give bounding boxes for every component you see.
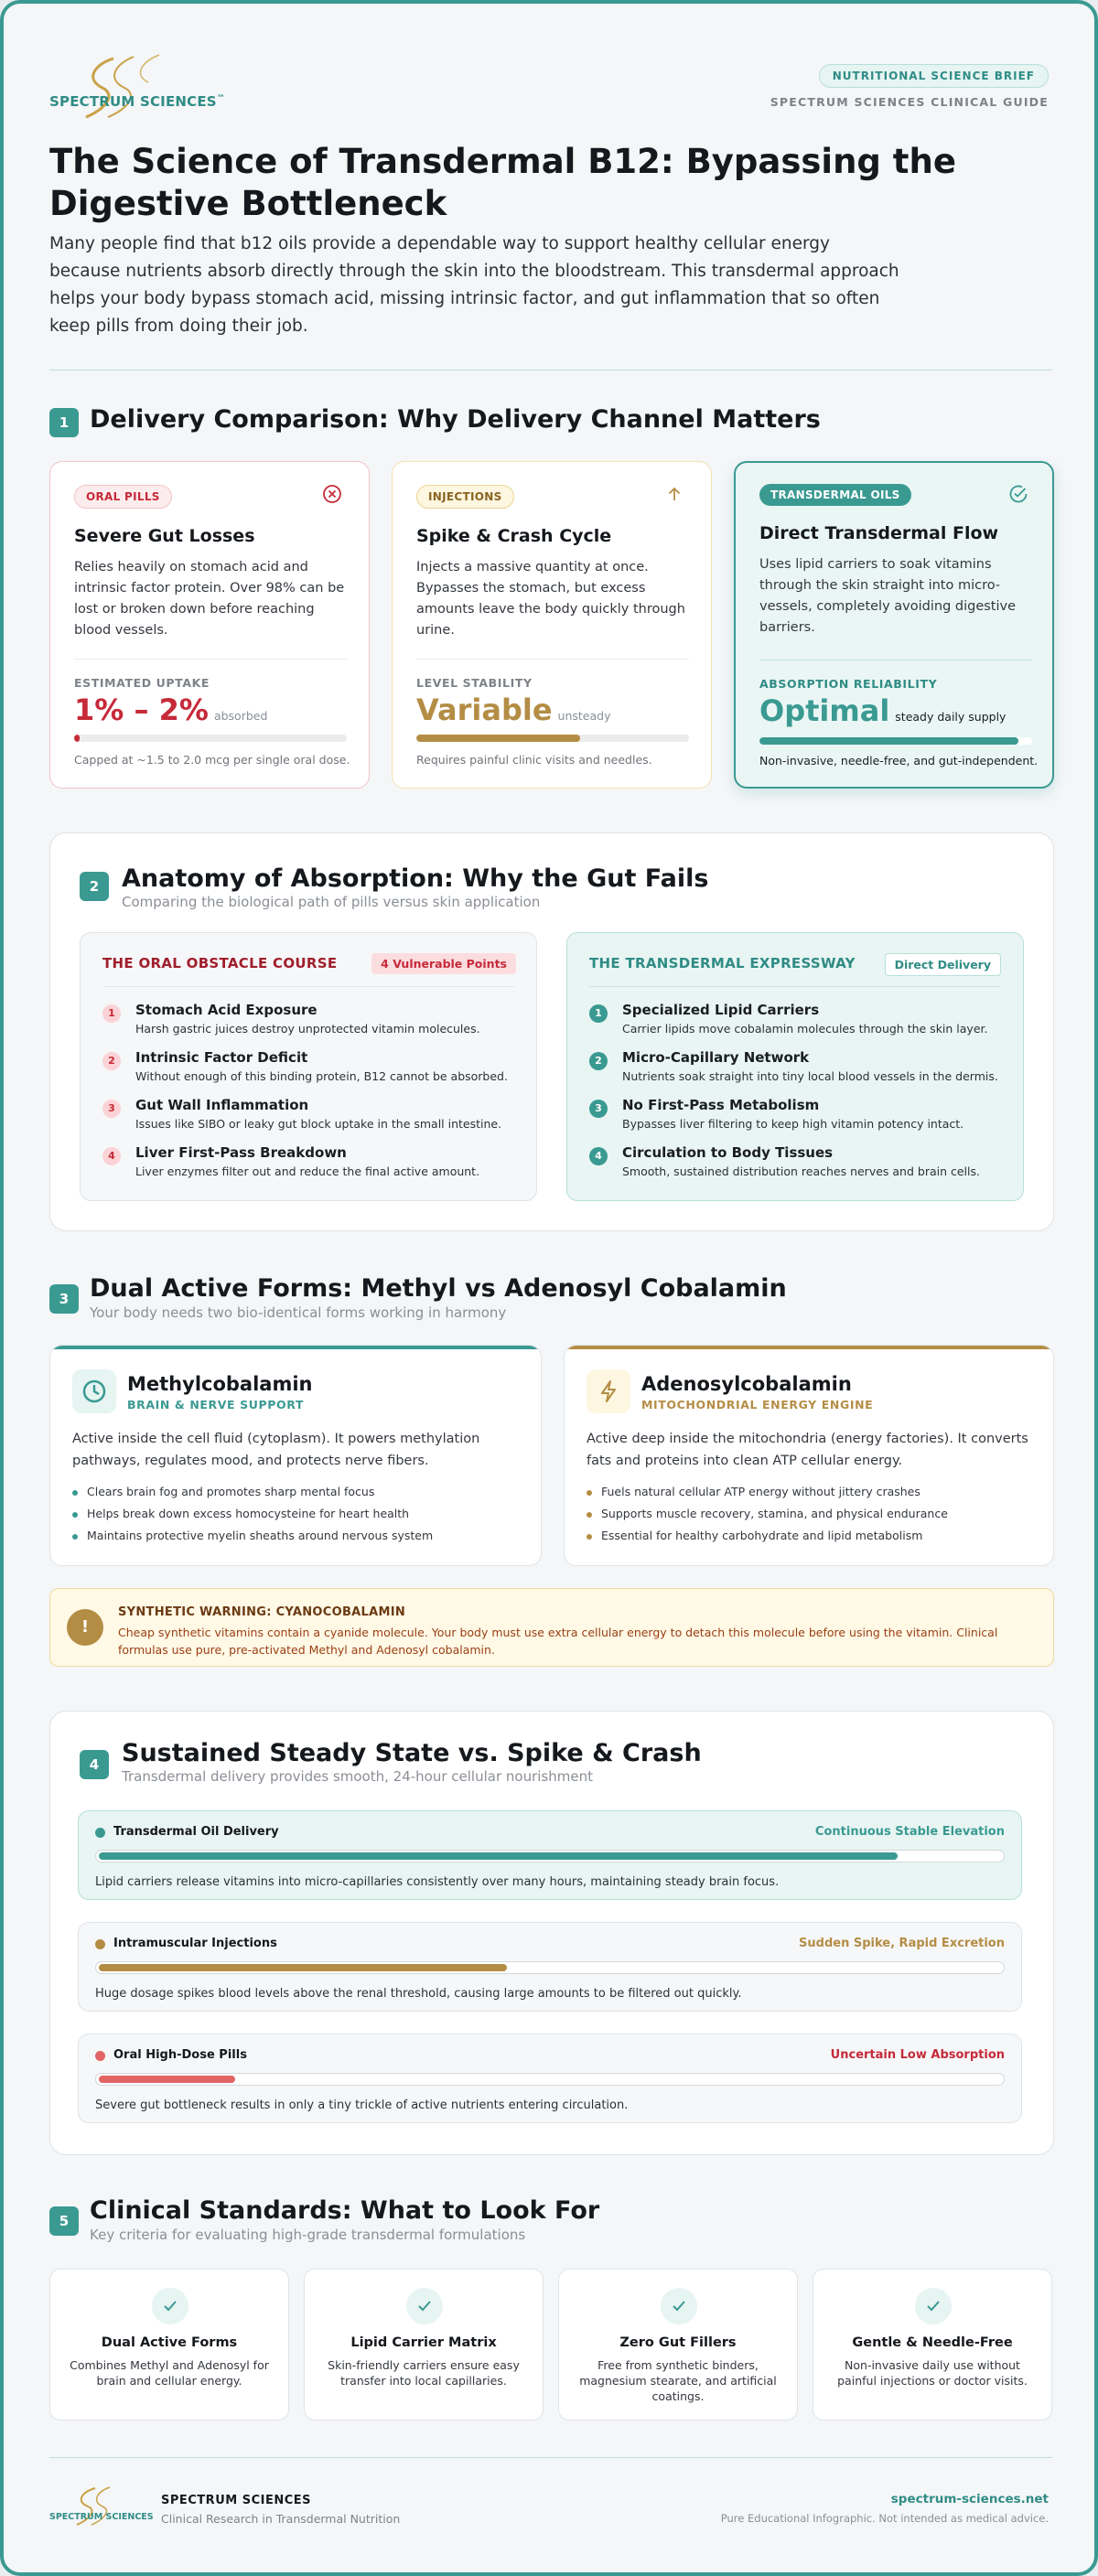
warning-text: Cheap synthetic vitamins contain a cyanide molecule. Your body must use extra cellular energy to detach this molecule before using the vitamin. Clinical formulas use pure, pre-activated Methyl and Adenosyl cobalamin. [118,1626,998,1657]
card-title: Spike & Crash Cycle [416,526,612,546]
oral-meter [78,2034,1022,2123]
footer-disclaimer: Pure Educational Infographic. Not intended as medical advice. [720,2512,1049,2525]
card-description: Relies heavily on stomach acid and intrinsic factor protein. Over 98% can be lost or broken down before reaching blood vessels. [74,560,345,638]
list-item: Essential for healthy carbohydrate and lipid metabolism [587,1525,948,1547]
reliability-bar [759,737,1032,745]
step-description: Harsh gastric juices destroy unprotected vitamin molecules. [135,1022,480,1036]
footer-logo-text: SPECTRUM SCIENCES [49,2512,154,2522]
list-item: Supports muscle recovery, stamina, and physical endurance [587,1503,948,1525]
step-title: Liver First-Pass Breakdown [135,1144,347,1161]
step-description: Without enough of this binding protein, B12 cannot be absorbed. [135,1069,508,1083]
standard-title: Dual Active Forms [101,2335,238,2350]
card-divider [74,659,347,660]
card-title: Severe Gut Losses [74,526,255,546]
stability-bar [416,735,689,742]
section-title: Sustained Steady State vs. Spike & Crash [122,1739,702,1767]
step-description: Bypasses liver filtering to keep high vitamin potency intact. [622,1117,964,1131]
warning-icon: ! [67,1609,103,1646]
section-number: 1 [49,408,79,437]
injection-meter [78,1922,1022,2012]
form-subtitle: BRAIN & NERVE SUPPORT [127,1398,305,1411]
meter-status: Continuous Stable Elevation [814,1825,1005,1839]
section-number: 4 [80,1750,109,1779]
card-accent-bar [50,1346,541,1349]
step-description: Smooth, sustained distribution reaches nerves and brain cells. [622,1165,980,1178]
oral-route-box [80,932,537,1201]
step-description: Carrier lipids move cobalamin molecules through the skin layer. [622,1022,988,1036]
meter-fill [99,1852,898,1860]
arrow-up-icon [664,484,684,508]
card-description: Uses lipid carriers to soak vitamins through the skin straight into micro-vessels, completely avoiding digestive barriers. [759,557,1017,635]
footer-logo [49,2485,154,2528]
step-description: Issues like SIBO or leaky gut block uptake in the small intestine. [135,1117,502,1131]
check-icon [406,2288,443,2324]
standard-title: Gentle & Needle-Free [852,2335,1013,2350]
form-description: Active inside the cell fluid (cytoplasm). It powers methylation pathways, regulates mood, and protects nerve fibers. [72,1432,480,1468]
section-title: Anatomy of Absorption: Why the Gut Fails [122,864,709,893]
card-footnote: Non-invasive, needle-free, and gut-independent. [759,754,1039,767]
meter-track [95,1961,1005,1974]
footer-brand: SPECTRUM SCIENCES [161,2494,311,2507]
page-title: The Science of Transdermal B12: Bypassing the Digestive Bottleneck [49,142,956,223]
meter-name: Transdermal Oil Delivery [113,1825,279,1839]
step-title: Micro-Capillary Network [622,1049,810,1066]
step-title: Circulation to Body Tissues [622,1144,834,1161]
meter-track [95,1850,1005,1862]
card-description: Injects a massive quantity at once. Bypasses the stomach, but excess amounts leave the body quickly through urine. [416,560,685,638]
meter-status: Uncertain Low Absorption [830,2048,1005,2062]
standard-description: Skin-friendly carriers ensure easy transfer into local capillaries. [328,2358,520,2388]
reliability-bar-fill [759,737,1018,745]
section-title: Delivery Comparison: Why Delivery Channel Matters [90,405,821,434]
series-dot [95,2051,105,2061]
series-dot [95,1939,105,1949]
standard-description: Non-invasive daily use without painful injections or doctor visits. [837,2358,1028,2388]
section-subtitle: Your body needs two bio-identical forms working in harmony [90,1304,507,1321]
form-name: Methylcobalamin [127,1373,313,1395]
card-divider [416,659,689,660]
section-subtitle: Transdermal delivery provides smooth, 24-hour cellular nourishment [122,1768,593,1785]
step-number: 3 [589,1100,608,1118]
brand-logo [49,51,226,124]
stability-bar-fill [416,735,580,742]
standard-description: Free from synthetic binders, magnesium stearate, and artificial coatings. [579,2358,777,2403]
warning-title: SYNTHETIC WARNING: CYANOCOBALAMIN [118,1605,406,1619]
benefit-list [72,1481,433,1547]
metric-value: 1% – 2% absorbed [74,692,268,727]
meter-name: Intramuscular Injections [113,1937,277,1950]
uptake-bar [74,735,347,742]
standard-title: Lipid Carrier Matrix [350,2335,497,2350]
card-title: Direct Transdermal Flow [759,523,999,543]
section-number: 3 [49,1284,79,1314]
uptake-bar-fill [74,735,80,742]
card-tag: TRANSDERMAL OILS [759,484,911,506]
step-title: Gut Wall Inflammation [135,1097,309,1113]
step-number: 4 [589,1147,608,1165]
meter-track [95,2073,1005,2086]
metric-value: Optimal steady daily supply [759,693,1006,728]
check-circle-icon [1007,483,1029,509]
step-number: 3 [102,1100,121,1118]
meter-fill [99,1964,507,1971]
standard-card [558,2269,798,2420]
transdermal-card [734,461,1054,789]
section-title: Dual Active Forms: Methyl vs Adenosyl Cobalamin [90,1274,787,1303]
series-dot [95,1828,105,1838]
intro-paragraph: Many people find that b12 oils provide a dependable way to support healthy cellular energy because nutrients absorb directly through the skin into the bloodstream. This transdermal approach helps your body bypass stomach acid, missing intrinsic factor, and gut inflammation that so often keep pills from doing their job. [49,234,899,336]
meter-description: Severe gut bottleneck results in only a tiny trickle of active nutrients entering circulation. [95,2098,629,2112]
card-footnote: Requires painful clinic visits and needles. [416,753,652,767]
brand-name: SPECTRUM SCIENCES™ [49,93,226,110]
card-tag: INJECTIONS [416,485,514,509]
footer-divider [49,2457,1052,2458]
card-accent-bar [565,1346,1053,1349]
list-item: Clears brain fog and promotes sharp mental focus [72,1481,433,1503]
section-subtitle: Key criteria for evaluating high-grade transdermal formulations [90,2227,526,2243]
step-number: 1 [589,1004,608,1023]
step-title: Specialized Lipid Carriers [622,1002,820,1018]
clock-icon [72,1369,116,1413]
meter-description: Lipid carriers release vitamins into micro-capillaries consistently over many hours, maintaining steady brain focus. [95,1875,780,1889]
form-name: Adenosylcobalamin [641,1373,852,1395]
step-number: 2 [589,1052,608,1070]
route-title: THE TRANSDERMAL EXPRESSWAY [589,955,856,971]
standard-card [813,2269,1052,2420]
standard-description: Combines Methyl and Adenosyl for brain and cellular energy. [70,2358,269,2388]
standard-card [49,2269,289,2420]
transdermal-meter [78,1810,1022,1900]
section-subtitle: Comparing the biological path of pills versus skin application [122,894,541,910]
form-description: Active deep inside the mitochondria (energy factories). It converts fats and proteins into clean ATP cellular energy. [587,1432,1028,1468]
steady-state-panel [49,1711,1054,2155]
transdermal-route-box [566,932,1024,1201]
guide-label: SPECTRUM SCIENCES CLINICAL GUIDE [770,95,1049,109]
step-number: 1 [102,1004,121,1023]
meter-status: Sudden Spike, Rapid Excretion [799,1937,1005,1950]
metric-value: Variable unsteady [416,692,611,727]
adenosylcobalamin-card [564,1345,1054,1566]
step-title: Intrinsic Factor Deficit [135,1049,308,1066]
section-title: Clinical Standards: What to Look For [90,2196,600,2225]
x-circle-icon [322,484,342,508]
footer-url[interactable]: spectrum-sciences.net [890,2492,1049,2506]
step-description: Nutrients soak straight into tiny local blood vessels in the dermis. [622,1069,998,1083]
meter-name: Oral High-Dose Pills [113,2048,247,2062]
route-title: THE ORAL OBSTACLE COURSE [102,955,338,971]
standard-card [304,2269,544,2420]
step-description: Liver enzymes filter out and reduce the final active amount. [135,1165,480,1178]
check-icon [152,2288,188,2324]
standard-title: Zero Gut Fillers [619,2335,737,2350]
route-badge: Direct Delivery [885,953,1001,976]
metric-label: ESTIMATED UPTAKE [74,676,210,690]
footer-tagline: Clinical Research in Transdermal Nutrition [161,2512,401,2526]
meter-description: Huge dosage spikes blood levels above the renal threshold, causing large amounts to be filtered out quickly. [95,1987,742,2001]
check-icon [661,2288,697,2324]
check-icon [915,2288,952,2324]
route-divider [102,986,514,987]
step-number: 2 [102,1052,121,1070]
section-number: 5 [49,2206,79,2236]
route-badge: 4 Vulnerable Points [371,953,516,974]
injections-card [392,461,712,789]
card-tag: ORAL PILLS [74,485,172,509]
list-item: Helps break down excess homocysteine for heart health [72,1503,433,1525]
section-number: 2 [80,872,109,901]
methylcobalamin-card [49,1345,542,1566]
oral-pills-card [49,461,370,789]
cyanocobalamin-warning [49,1588,1054,1667]
benefit-list [587,1481,948,1547]
anatomy-panel [49,832,1054,1231]
step-title: Stomach Acid Exposure [135,1002,318,1018]
metric-label: ABSORPTION RELIABILITY [759,677,938,691]
route-divider [589,986,1001,987]
metric-label: LEVEL STABILITY [416,676,533,690]
card-footnote: Capped at ~1.5 to 2.0 mcg per single oral dose. [74,753,350,767]
form-subtitle: MITOCHONDRIAL ENERGY ENGINE [641,1398,874,1411]
step-number: 4 [102,1147,121,1165]
list-item: Maintains protective myelin sheaths around nervous system [72,1525,433,1547]
list-item: Fuels natural cellular ATP energy without jittery crashes [587,1481,948,1503]
lightning-icon [587,1369,630,1413]
meter-fill [99,2076,235,2083]
step-title: No First-Pass Metabolism [622,1097,820,1113]
brief-badge: NUTRITIONAL SCIENCE BRIEF [819,64,1049,88]
